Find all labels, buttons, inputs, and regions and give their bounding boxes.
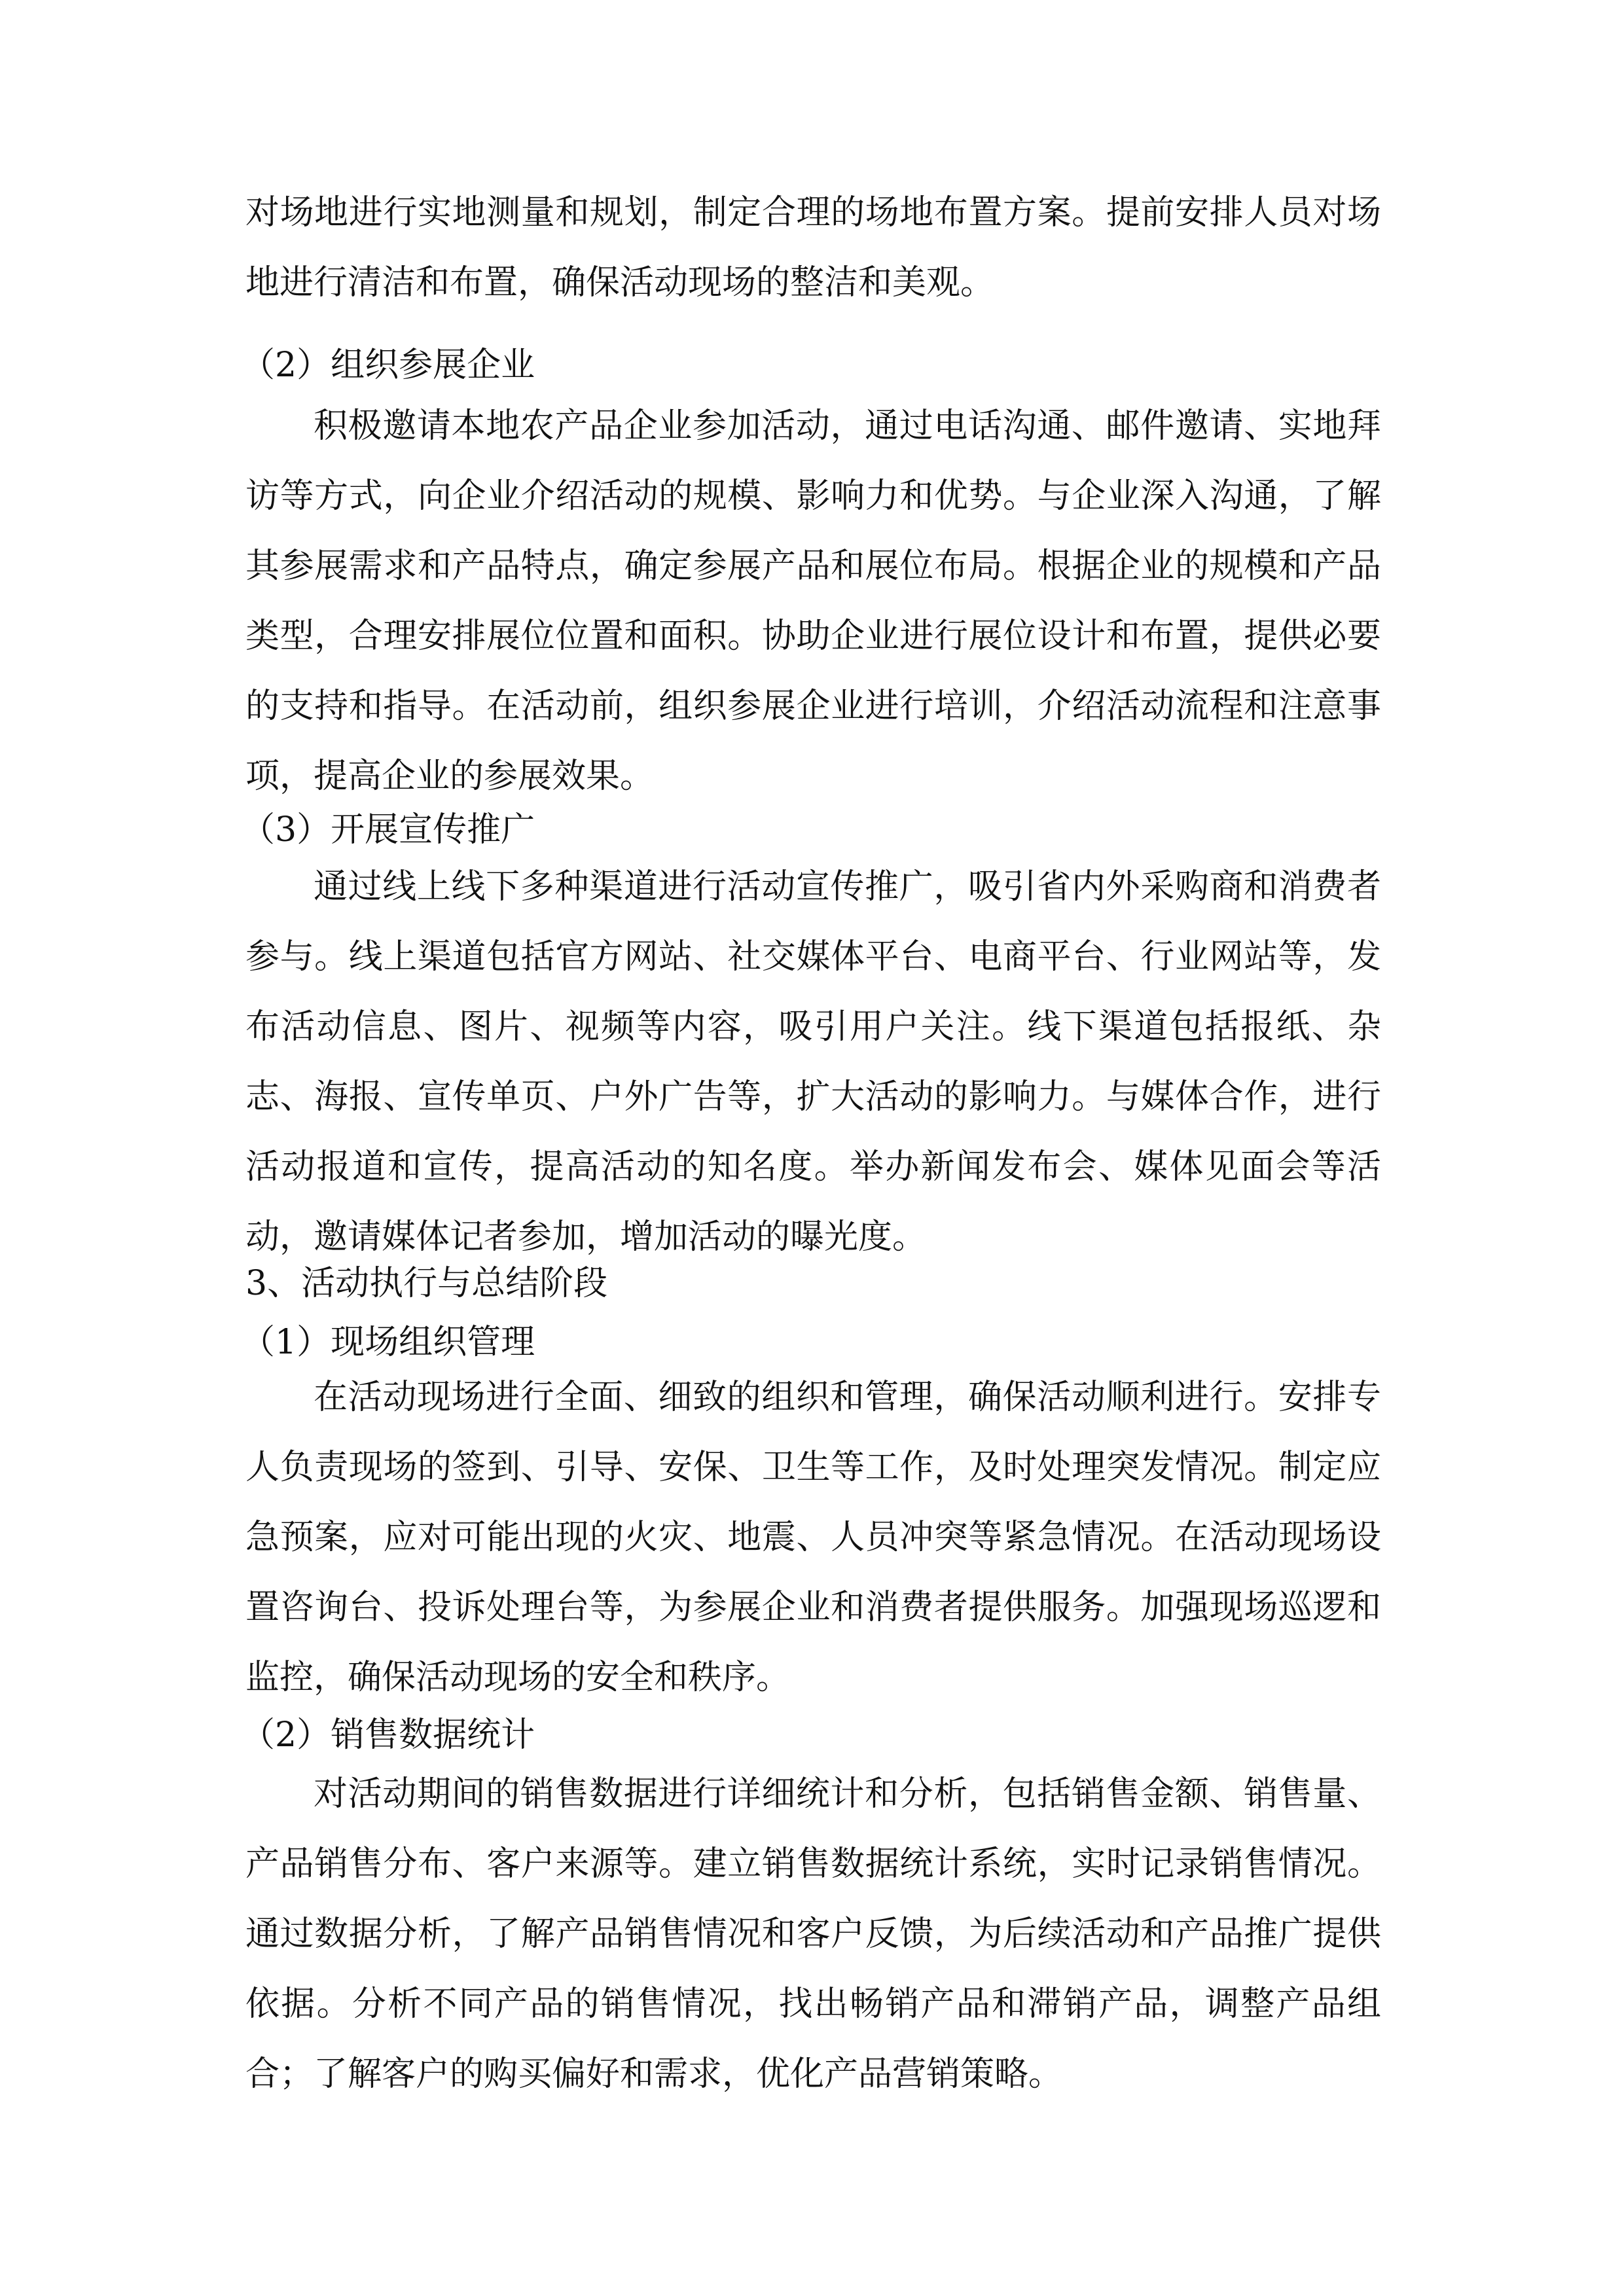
paragraph-promotion: 通过线上线下多种渠道进行活动宣传推广，吸引省内外采购商和消费者参与。线上渠道包括官方网站、社交媒体平台、电商平台、行业网站等，发布活动信息、图片、视频等内容，吸引用户关注。线下渠道包括报纸、杂志、海报、宣传单页、户外广告等，扩大活动的影响力。与媒体合作，进行活动报道和宣传，提高活动的知名度。举办新闻发布会、媒体见面会等活动，邀请媒体记者参加，增加活动的曝光度。 (245, 867, 1381, 1257)
section-heading-execution-summary: 3、活动执行与总结阶段 (245, 1264, 608, 1303)
subheading-onsite-management: （1）现场组织管理 (241, 1323, 535, 1362)
subheading-promotion: （3）开展宣传推广 (241, 810, 535, 850)
paragraph-onsite-management: 在活动现场进行全面、细致的组织和管理，确保活动顺利进行。安排专人负责现场的签到、引导、安保、卫生等工作，及时处理突发情况。制定应急预案，应对可能出现的火灾、地震、人员冲突等紧急情况。在活动现场设置咨询台、投诉处理台等，为参展企业和消费者提供服务。加强现场巡逻和监控，确保活动现场的安全和秩序。 (245, 1378, 1381, 1697)
subheading-organize-exhibitors: （2）组织参展企业 (241, 346, 535, 385)
paragraph-organize-exhibitors: 积极邀请本地农产品企业参加活动，通过电话沟通、邮件邀请、实地拜访等方式，向企业介绍活动的规模、影响力和优势。与企业深入沟通，了解其参展需求和产品特点，确定参展产品和展位布局。根据企业的规模和产品类型，合理安排展位位置和面积。协助企业进行展位设计和布置，提供必要的支持和指导。在活动前，组织参展企业进行培训，介绍活动流程和注意事项，提高企业的参展效果。 (245, 406, 1381, 796)
subheading-sales-statistics: （2）销售数据统计 (241, 1715, 535, 1755)
paragraph-sales-statistics: 对活动期间的销售数据进行详细统计和分析，包括销售金额、销售量、产品销售分布、客户来源等。建立销售数据统计系统，实时记录销售情况。通过数据分析，了解产品销售情况和客户反馈，为后续活动和产品推广提供依据。分析不同产品的销售情况，找出畅销产品和滞销产品，调整产品组合；了解客户的购买偏好和需求，优化产品营销策略。 (245, 1774, 1381, 2094)
paragraph-venue-layout: 对场地进行实地测量和规划，制定合理的场地布置方案。提前安排人员对场地进行清洁和布置，确保活动现场的整洁和美观。 (245, 193, 1381, 302)
